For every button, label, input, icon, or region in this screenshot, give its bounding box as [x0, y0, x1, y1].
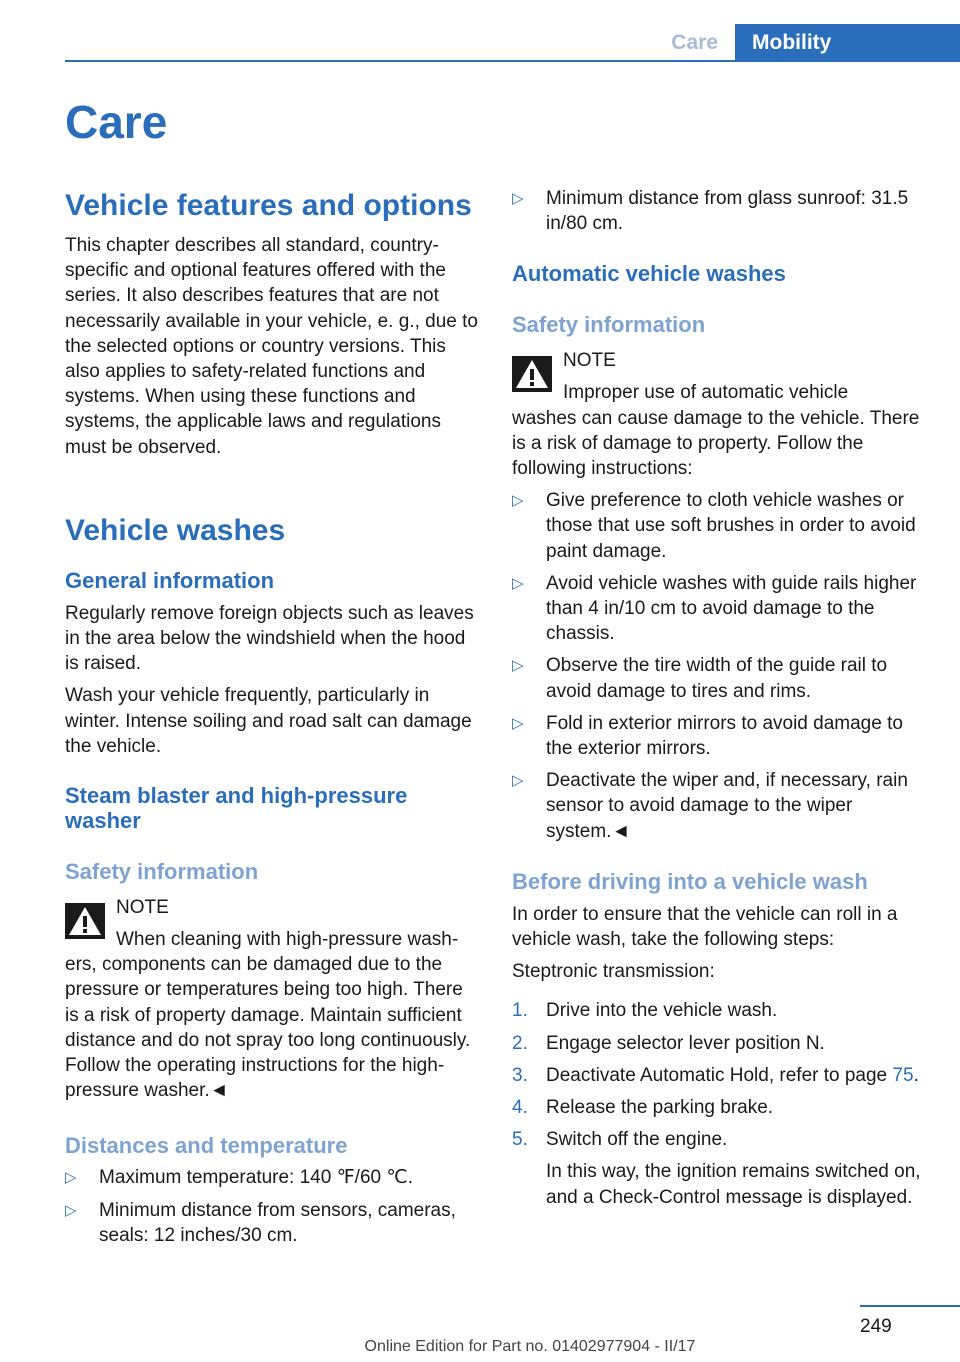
section-tabs — [654, 24, 960, 62]
note-first-line: Improper use of automatic vehicle — [563, 382, 849, 404]
warning-triangle-icon — [65, 903, 105, 939]
left-column — [65, 183, 480, 1248]
step-item: 1. Drive into the vehicle wash. — [512, 1000, 778, 1022]
before-paragraph-1: In order to ensure that the vehicle can roll in a vehicle wash, take the following steps: — [512, 903, 898, 951]
page-title: Care — [65, 96, 168, 148]
distances-heading: Distances and temperature — [65, 1133, 348, 1159]
step-item: 5. Switch off the engine. In this way, the ignition remains switched on, and a Check-Control message is displayed. — [512, 1127, 927, 1210]
list-item: ▷ Minimum distance from sensors, cameras, seals: 12 inches/30 cm. — [65, 1199, 456, 1246]
list-item: ▷ Avoid vehicle washes with guide rails higher than 4 in/10 cm to avoid damage to the chassis. — [512, 572, 917, 645]
distances-list — [65, 1165, 480, 1248]
bullet-icon: ▷ — [512, 772, 524, 790]
general-paragraph-2: Wash your vehicle frequently, particularly in winter. Intense soiling and road salt can damage the vehicle. — [65, 685, 472, 757]
list-item: ▷ Give preference to cloth vehicle washes or those that use soft brushes in order to avoid paint damage. — [512, 490, 916, 562]
steam-blaster-heading: Steam blaster and high-pressure washer — [65, 783, 408, 834]
note-text: ers, components can be damaged due to the pressure or temperatures being too high. There is a risk of property damage. Maintain sufficient distance and do not spray too long continuously. Follow the operating instructions for the high-pressure washer.◄ — [65, 954, 471, 1102]
general-information-heading: General information — [65, 567, 275, 593]
vehicle-washes-heading: Vehicle washes — [65, 513, 286, 547]
bullet-icon: ▷ — [512, 190, 524, 207]
step-item: 2. Engage selector lever position N. — [512, 1032, 825, 1054]
list-item: ▷ Maximum temperature: 140 ℉/60 ℃. — [65, 1165, 480, 1190]
page-link[interactable]: 75 — [892, 1064, 914, 1086]
header-rule — [65, 60, 960, 62]
note-block — [65, 895, 480, 1103]
right-column — [512, 183, 927, 1210]
before-driving-heading: Before driving into a vehicle wash — [512, 868, 868, 894]
automatic-washes-heading: Automatic vehicle washes — [512, 261, 786, 287]
list-item: ▷ Fold in exterior mirrors to avoid damage to the exterior mirrors. — [512, 712, 903, 760]
tab-mobility[interactable]: Mobility — [735, 24, 960, 62]
sunroof-list — [512, 186, 927, 236]
list-item: ▷ Deactivate the wiper and, if necessary, rain sensor to avoid damage to the wiper system.◄ — [512, 770, 908, 842]
tab-care[interactable]: Care — [654, 24, 735, 62]
general-paragraph-1: Regularly remove foreign objects such as leaves in the area below the windshield when the hood is raised. — [65, 602, 474, 675]
note-label: NOTE — [116, 897, 169, 919]
safety-information-heading: Safety information — [512, 312, 706, 338]
features-text: This chapter describes all standard, country-specific and optional features offered with the series. It also describes features that are not necessarily available in your vehicle, e. g., due to the selected options or country versions. This also applies to safety-related functions and systems. When using these functions and systems, the applicable laws and regulations must be observed. — [65, 235, 478, 458]
bullet-icon: ▷ — [512, 574, 524, 592]
bullet-icon: ▷ — [65, 1201, 77, 1219]
safety-information-heading: Safety information — [65, 859, 259, 885]
before-paragraph-2: Steptronic transmission: — [512, 961, 715, 983]
note-text: washes can cause damage to the vehicle. There is a risk of damage to property. Follow the following instructions: — [512, 407, 920, 480]
step-item: 3. Deactivate Automatic Hold, refer to page 75. — [512, 1064, 919, 1086]
list-item: ▷ Observe the tire width of the guide rail to avoid damage to tires and rims. — [512, 655, 888, 702]
bullet-icon: ▷ — [512, 492, 524, 510]
wash-instructions-list — [512, 488, 927, 844]
note-first-line: When cleaning with high-pressure wash- — [116, 929, 459, 951]
note-label: NOTE — [563, 350, 616, 372]
steps-list — [512, 998, 927, 1209]
warning-triangle-icon — [512, 356, 552, 392]
list-item: ▷ Minimum distance from glass sunroof: 31.5 in/80 cm. — [512, 188, 909, 235]
note-block — [512, 348, 927, 481]
step-item: 4. Release the parking brake. — [512, 1097, 774, 1119]
bullet-icon: ▷ — [512, 714, 524, 732]
edition-footer: Online Edition for Part no. 01402977904 - II/17 — [364, 1338, 696, 1355]
features-heading: Vehicle features and options — [65, 189, 472, 222]
bullet-icon: ▷ — [65, 1169, 77, 1187]
step-5-detail: In this way, the ignition remains switched on, and a Check-Control message is displayed. — [546, 1161, 921, 1208]
page-number: 249 — [860, 1316, 892, 1337]
bullet-icon: ▷ — [512, 657, 524, 675]
footer-rule — [860, 1305, 960, 1307]
